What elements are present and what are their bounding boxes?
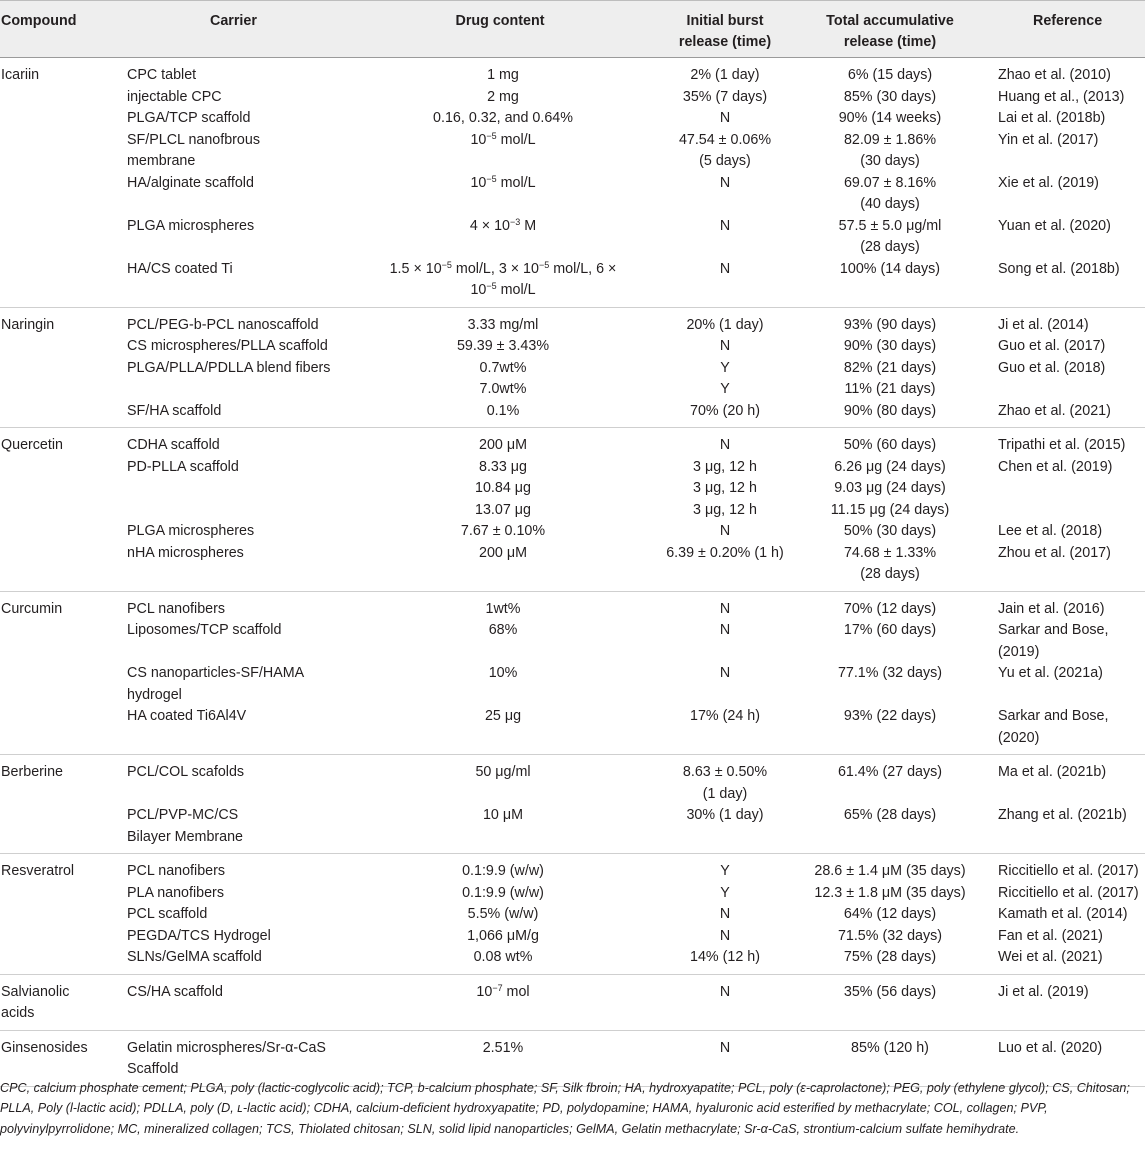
carrier-cell: PLGA/PLLA/PDLLA blend fibers [127,359,331,376]
initial-burst-cell: N [719,260,731,277]
compound-group [0,428,1145,592]
initial-burst-cell: 14% (12 h) [690,949,760,965]
compound-name: Quercetin [1,437,63,453]
reference-cell: Fan et al. (2021) [998,927,1103,944]
reference-cell: Ma et al. (2021b) [998,764,1107,780]
drug-content-cell: 68% [488,622,518,638]
table-header [0,0,1145,58]
reference-cell: Yu et al. (2021a) [998,665,1103,681]
reference-cell: (2019) [998,643,1040,660]
reference-cell: Jain et al. (2016) [998,600,1105,617]
initial-burst-cell: 2% (1 day) [690,67,760,83]
carrier-cell: CS microspheres/PLLA scaffold [127,338,328,354]
reference-cell: Yin et al. (2017) [998,131,1099,148]
reference-cell: Xie et al. (2019) [998,174,1099,191]
total-release-cell: 71.5% (32 days) [837,927,943,944]
total-release-cell: 100% (14 days) [839,260,941,277]
reference-cell: Lai et al. (2018b) [998,110,1106,126]
reference-cell: (2020) [998,729,1040,746]
reference-cell: Lee et al. (2018) [998,523,1103,539]
total-release-cell: 61.4% (27 days) [837,764,943,780]
drug-content-cell: 0.7wt% [479,359,527,376]
total-release-cell: 50% (30 days) [843,523,937,539]
initial-burst-cell: N [719,1039,731,1056]
reference-cell: Song et al. (2018b) [998,260,1120,277]
total-release-cell: 11% (21 days) [844,381,936,397]
reference-cell: Zhao et al. (2010) [998,67,1111,83]
total-release-cell: 90% (80 days) [843,402,937,419]
compound-name: Ginsenosides [1,1039,88,1056]
drug-content-cell: 1,066 μM/g [467,927,539,944]
total-release-cell: 28.6 ± 1.4 μM (35 days) [814,863,966,879]
drug-content-cell: 5.5% (w/w) [467,906,539,922]
initial-burst-cell: 30% (1 day) [686,807,764,823]
total-release-cell: 90% (30 days) [843,338,937,354]
carrier-cell: PCL/PEG-b-PCL nanoscaffold [127,316,319,333]
total-release-cell: 12.3 ± 1.8 μM (35 days) [814,884,966,901]
initial-burst-cell: (5 days) [699,153,751,169]
carrier-cell: Scaffold [127,1061,179,1077]
initial-burst-cell: N [719,906,731,922]
drug-content-cell: $10^{-5}$ mol/L [470,130,536,148]
drug-content-cell: 1wt% [485,600,521,617]
total-release-cell: 17% (60 days) [843,622,937,638]
compound-group [0,975,1145,1031]
carrier-cell: SF/PLCL nanofbrous [127,131,260,148]
drug-content-cell: 7.0wt% [479,381,527,397]
carrier-cell: PLGA microspheres [127,217,255,234]
reference-cell: Chen et al. (2019) [998,458,1113,475]
initial-burst-cell: 70% (20 h) [690,402,760,419]
reference-cell: Sarkar and Bose, [998,708,1109,724]
header-burst-line2: release (time) [678,34,772,50]
total-release-cell: 74.68 ± 1.33% [843,544,937,561]
reference-cell: Wei et al. (2021) [998,949,1103,965]
initial-burst-cell: Y [720,381,730,397]
initial-burst-cell: 3 μg, 12 h [693,480,757,496]
drug-content-cell: 59.39 ± 3.43% [456,338,550,354]
drug-content-cell: $10^{-5}$ mol/L [470,173,536,191]
initial-burst-cell: Y [720,863,730,879]
total-release-cell: 9.03 μg (24 days) [834,480,946,496]
initial-burst-cell: 3 μg, 12 h [693,501,757,518]
drug-content-cell: 200 μM [479,544,527,561]
compound-name: Berberine [1,764,63,780]
reference-cell: Zhao et al. (2021) [998,402,1111,419]
drug-content-cell: 0.1:9.9 (w/w) [462,884,544,901]
reference-cell: Riccitiello et al. (2017) [998,863,1139,879]
total-release-cell: 35% (56 days) [843,983,937,1000]
carrier-cell: CPC tablet [127,67,197,83]
header-total-line1: Total accumulative [826,13,954,29]
initial-burst-cell: 17% (24 h) [690,708,760,724]
compound-name: Curcumin [1,600,63,617]
total-release-cell: 6% (15 days) [847,67,933,83]
initial-burst-cell: N [719,437,731,453]
carrier-cell: HA coated Ti6Al4V [127,708,247,724]
compound-group [0,58,1145,308]
carrier-cell: Liposomes/TCP scaffold [127,622,282,638]
total-release-cell: 90% (14 weeks) [838,110,942,126]
initial-burst-cell: (1 day) [702,785,748,802]
drug-content-cell: 8.33 μg [479,458,527,475]
total-release-cell: 64% (12 days) [843,906,937,922]
total-release-cell: 11.15 μg (24 days) [830,501,950,518]
reference-cell: Ji et al. (2019) [998,983,1089,1000]
total-release-cell: 65% (28 days) [843,807,937,823]
carrier-cell: CS nanoparticles-SF/HAMA [127,665,305,681]
total-release-cell: 6.26 μg (24 days) [834,458,946,475]
carrier-cell: PCL/PVP-MC/CS [127,807,239,823]
carrier-cell: injectable CPC [127,88,222,105]
header-burst-line1: Initial burst [686,13,764,29]
drug-content-cell: 0.08 wt% [473,949,533,965]
reference-cell: Sarkar and Bose, [998,622,1109,638]
total-release-cell: (40 days) [860,196,920,212]
initial-burst-cell: N [719,665,731,681]
carrier-cell: membrane [127,153,196,169]
initial-burst-cell: N [719,217,731,234]
compound-name: Resveratrol [1,863,75,879]
drug-content-cell: 50 μg/ml [475,764,531,780]
carrier-cell: PLA nanofibers [127,884,224,901]
initial-burst-cell: N [719,523,731,539]
compound-group [0,854,1145,975]
reference-cell: Yuan et al. (2020) [998,217,1111,234]
initial-burst-cell: N [719,174,731,191]
compound-name: Naringin [1,316,55,333]
header-drug-content: Drug content [455,13,545,29]
initial-burst-cell: 6.39 ± 0.20% (1 h) [666,544,784,561]
drug-content-cell: 0.1% [486,402,520,419]
reference-cell: Huang et al., (2013) [998,88,1125,105]
carrier-cell: Bilayer Membrane [127,828,244,845]
compound-group [0,755,1145,854]
drug-content-cell: 2 mg [487,88,519,105]
header-total-line2: release (time) [843,34,937,50]
initial-burst-cell: N [719,622,731,638]
carrier-cell: PCL nanofibers [127,863,226,879]
total-release-cell: 85% (30 days) [843,88,937,105]
drug-content-cell: 25 μg [484,708,522,724]
drug-content-cell: 10.84 μg [475,480,531,496]
compound-group [0,592,1145,756]
carrier-cell: CS/HA scaffold [127,983,223,1000]
total-release-cell: 57.5 ± 5.0 μg/ml [838,217,942,234]
carrier-cell: SF/HA scaffold [127,402,222,419]
compound-name: Icariin [1,67,40,83]
reference-cell: Zhang et al. (2021b) [998,807,1127,823]
initial-burst-cell: Y [720,359,730,376]
carrier-cell: PD-PLLA scaffold [127,458,239,475]
carrier-cell: PCL scaffold [127,906,208,922]
carrier-cell: HA/CS coated Ti [127,260,233,277]
drug-content-cell: 2.51% [482,1039,524,1056]
drug-content-cell: $4 \times 10^{-3}$ M [469,216,537,234]
table-body [0,58,1145,1087]
total-release-cell: 82% (21 days) [843,359,937,376]
initial-burst-cell: N [719,110,731,126]
drug-content-cell: 1 mg [487,67,519,83]
total-release-cell: 93% (90 days) [843,316,937,333]
drug-content-cell: 0.1:9.9 (w/w) [462,863,544,879]
header-reference: Reference [1033,13,1103,29]
header-carrier: Carrier [210,13,257,29]
total-release-cell: 93% (22 days) [843,708,937,724]
carrier-cell: PCL nanofibers [127,600,226,617]
drug-content-cell: 13.07 μg [475,501,531,518]
total-release-cell: 77.1% (32 days) [837,665,943,681]
carrier-cell: PCL/COL scafolds [127,764,245,780]
reference-cell: Riccitiello et al. (2017) [998,884,1139,901]
compound-name: Salvianolic [1,983,70,1000]
carrier-cell: HA/alginate scaffold [127,174,254,191]
drug-content-cell: 0.16, 0.32, and 0.64% [433,110,573,126]
total-release-cell: 85% (120 h) [851,1039,929,1056]
reference-cell: Ji et al. (2014) [998,316,1089,333]
initial-burst-cell: 47.54 ± 0.06% [678,131,772,148]
total-release-cell: 69.07 ± 8.16% [843,174,937,191]
carrier-cell: nHA microspheres [127,544,244,561]
drug-content-cell: 10 μM [482,807,524,823]
header-compound: Compound [1,13,77,29]
reference-cell: Luo et al. (2020) [998,1039,1103,1056]
initial-burst-cell: 35% (7 days) [682,88,768,105]
drug-content-cell: $10^{-5}$ mol/L [470,281,536,298]
reference-cell: Guo et al. (2018) [998,359,1106,376]
initial-burst-cell: 3 μg, 12 h [693,458,757,475]
drug-content-cell: $10^{-7}$ mol [476,982,530,1000]
carrier-cell: PLGA/TCP scaffold [127,110,251,126]
reference-cell: Zhou et al. (2017) [998,544,1111,561]
drug-content-cell: 10% [488,665,518,681]
reference-cell: Kamath et al. (2014) [998,906,1128,922]
total-release-cell: 70% (12 days) [843,600,937,617]
footnote: CPC, calcium phosphate cement; PLGA, poly (lactic-coglycolic acid); TCP, b-calcium phosphate; SF, Silk fbroin; HA, hydroxyapatite; PCL, poly (ε-caprolactone); PEG, poly (ethylene glycol); CS, Chitosan; PLLA, Poly (l-lactic acid); PDLLA, poly (D, ʟ-lactic acid); CDHA, calcium-deficient hydroxyapatite; PD, polydopamine; HAMA, hyaluronic acid esterified by methacrylate; COL, collagen; PVP, polyvinylpyrrolidone; MC, mineralized collagen; TCS, Thiolated chitosan; SLN, solid lipid nanoparticles; GelMA, Gelatin methacrylate; Sr-α-CaS, strontium-calcium sulfate hemihydrate. [0,1081,1130,1136]
initial-burst-cell: N [719,338,731,354]
compound-name: acids [1,1005,35,1021]
initial-burst-cell: 20% (1 day) [686,316,764,333]
initial-burst-cell: Y [720,884,730,901]
carrier-cell: SLNs/GelMA scaffold [127,949,262,965]
total-release-cell: (28 days) [860,566,920,582]
carrier-cell: hydrogel [127,686,182,703]
initial-burst-cell: N [719,983,731,1000]
drug-content-cell: 200 μM [479,437,527,453]
initial-burst-cell: N [719,600,731,617]
total-release-cell: (30 days) [860,153,920,169]
total-release-cell: 50% (60 days) [843,437,937,453]
initial-burst-cell: 8.63 ± 0.50% [682,764,768,780]
carrier-cell: Gelatin microspheres/Sr-α-CaS [127,1039,326,1056]
carrier-cell: PEGDA/TCS Hydrogel [127,927,271,944]
drug-content-cell: 3.33 mg/ml [467,316,539,333]
carrier-cell: PLGA microspheres [127,523,255,539]
initial-burst-cell: N [719,927,731,944]
reference-cell: Guo et al. (2017) [998,338,1106,354]
compound-group [0,308,1145,429]
total-release-cell: 82.09 ± 1.86% [843,131,937,148]
drug-content-cell: $1.5 \times 10^{-5}$ mol/L, $3 \times 10^{-5}$ mol/L, 6 × [389,259,617,277]
total-release-cell: 75% (28 days) [843,949,937,965]
carrier-cell: CDHA scaffold [127,437,220,453]
drug-content-cell: 7.67 ± 0.10% [460,523,546,539]
reference-cell: Tripathi et al. (2015) [998,437,1126,453]
total-release-cell: (28 days) [860,239,920,255]
